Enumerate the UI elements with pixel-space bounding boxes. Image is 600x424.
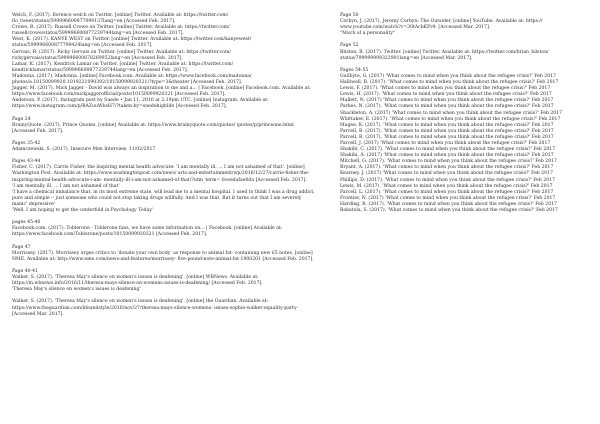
reference-block <box>12 245 318 263</box>
reference-entry: Morrissey. (2017). Morrissey urges critics to 'donate your own body' as response to animal fat- containing new £5 notes. [online] NME. Available at: http://www.nme.com/news-and-features/morrissey- five-pound-note-animal-fat-1900201 [Accessed Feb. 2017]. <box>12 250 314 262</box>
reference-entry: Madonna. (2017). Madonna. [online] Facebook.com. Available at: https://www.facebook.com/madonna/ photos/a.10150099920.1019221090392/10150099920321/?type=3&theater [Accessed Feb. 2017]. <box>12 73 252 86</box>
reference-block <box>12 159 318 214</box>
reference-entry: Walker, S. (2017). 'Theresa May's silence on women's issues is deafening'. [online] WBNews. Available at: https://m.wbnews.info/2016/11/theresa-mays-silence-on-womens-issues-is-deafening/ [Accessed Feb. 2017]. <box>12 275 263 287</box>
reference-entry: Parcell, B. (2017). 'What comes to mind when you think about the refugee crisis?' Feb 2017 <box>340 134 554 140</box>
reference-entry: Phillips, D. (2017). 'What comes to mind when you think about the refugee crisis?' Feb 2017 <box>340 177 555 183</box>
section-heading: Page 47 <box>12 244 31 250</box>
reference-entry: Crowe, R. (2017). Russell Crowe on Twitter. [online] Twitter. Available at: https://twitter.com/ russellcrowe/status/599996600877239744lang=en [Accessed Feb. 2017]. <box>12 25 230 37</box>
reference-block <box>340 13 588 37</box>
reference-entry: Shakibi, C. (2017). 'What comes to mind when you think about the refugee crisis?' Feb 2017 <box>340 147 556 153</box>
reference-entry: Anderson, P. (2017). Instagram post by Suede • Jan 11, 2016 at 2:19pm UTC. [online] Instagram. Available at: https://www.instagram.com/p/BAZuuWbsH7/?taken-by=suedehighlife [Accessed Feb. 2017]. <box>12 98 269 110</box>
reference-block <box>12 299 318 317</box>
reference-block <box>12 141 318 153</box>
reference-entry: Shakibi, A. (2017) 'What comes to mind when you think about the refugee crisis?' Feb 2017 <box>340 153 554 159</box>
reference-entry: Lewis, H. (2017). 'What comes to mind when you think about the refugee crisis?' Feb 2017 <box>340 92 552 98</box>
reference-entry: Bryant, A. (2017). 'What comes to mind when you think about the refugee crisis?' Feb 2017 <box>340 165 554 171</box>
reference-block <box>12 220 318 238</box>
reference-entry: Parcell, B. (2017). 'What comes to mind when you think about the refugee crisis?' Feb 2017 <box>340 128 554 134</box>
reference-entry: 'I am mentally ill. ... I am not ashamed of that' <box>12 183 120 189</box>
reference-block <box>340 43 588 61</box>
reference-entry: Gervais, R. (2017). Ricky Gervais on Twitter. [online] Twitter. Available at: https://twitter.com/ rickygervais/status/599996600878269952lang=en [Accessed Feb. 2017]. <box>12 49 231 61</box>
reference-entry: 'I have a chemical imbalance that, in its most extreme state, will lead me to a mental hospital. I used to think I was a drug addict, pure and simple -- just someone who could not stop taking drugs willfully. And I was that. But it turns out that I am severely manic' depressive' <box>12 189 315 207</box>
reference-entry: Adamczewski, S. (2017). Insecure Men Interview. 11/02/2017 <box>12 147 156 153</box>
reference-entry: Shackleton, A. (2017) 'What comes to mind when you think about the refugee crisis?' Feb 2017 <box>340 110 563 116</box>
reference-entry: Lamar, K. (2017). Kendrick Lamar on Twitter. [online] Twitter. Available at: https://twitter.com/ kendricklamar/status/599996600877239744lang=en [Accessed Feb. 2017]. <box>12 61 234 73</box>
reference-block <box>12 269 318 293</box>
reference-entry: Mallett, N. (2017) 'What comes to mind when you think about the refugee crisis?' Feb 2017 <box>340 98 554 104</box>
reference-entry: "Much of a personality" <box>340 31 396 37</box>
reference-block <box>12 117 318 135</box>
section-heading: pages 45-46 <box>12 220 41 226</box>
reference-entry: Walker, S. (2017). 'Theresa May's silence on women's issues is deafening'. [online] the Guardian. Available at: https://www.theguardian.com/lifeandstyle/2016/nov/27/theresa-mays-silence-womens- issues-sophie-walker-equality-party- [Accessed Mar. 2017]. <box>12 299 299 317</box>
left-column <box>12 13 318 324</box>
reference-entry: Harding, R. (2017). 'What comes to mind when you think about the refugee crisis?' Feb 2017 <box>340 201 557 207</box>
reference-entry: Whittaker, E. (2017). 'What comes to mind when you think about the refugee crisis?' Feb 2017 <box>340 116 561 122</box>
reference-entry: Fisher, C. (2017). Carrie Fisher, the inspiring mental health advocate: 'I am mentally ill. ... I am not ashamed of that'. [online] Washington Post. Available at: https://www.washingtonpost.com/news/ arts-and-entertainment/wp/2016/12/27/carrie-fisher-the-inspiring-mental-health-advocate-i-am- mentally-ill-i-am-not-ashamed-of-that/?utm_term=.0ceedafae0da [Accessed Feb. 2017]. <box>12 165 310 183</box>
section-heading: Pages 35-42 <box>12 140 41 146</box>
reference-entry: Guilbyte, G. (2017) 'What comes to mind when you think about the refugee crisis?' Feb 2017 <box>340 73 556 79</box>
reference-entry: 'Theresa May's silence on women's issues is deafening' <box>12 287 141 293</box>
section-heading: Page 50 <box>340 13 359 18</box>
reference-entry: Facebook.com. (2017). Toblerone - Toblerone fans, we have some information on... | Facebook. [online] Available at: https://www.facebook.com/Toblerone/posts/10150099920321 [Accessed Feb. 2017]. <box>12 226 283 238</box>
right-column <box>340 13 588 220</box>
reference-entry: BrainyQuote. (2017). Prince Quotes. [online] Available at: https://www.brainyquote.com/quotes/ quotes/p/princeone.html [Accessed Feb. 2017]. <box>12 122 294 134</box>
section-heading: Pages 54-55 <box>340 67 369 73</box>
reference-entry: 'Well, I am hoping to get the centerfold in Psychology Today' <box>12 208 154 213</box>
reference-entry: Magee, K. (2017). 'What comes to mind when you think about the refugee crisis?' Feb 2017 <box>340 122 554 128</box>
section-heading: Page 40-41 <box>12 268 38 274</box>
reference-entry: Parcell, J. (2017) 'What comes to mind when you think about the refugee crisis?' Feb 2017 <box>340 140 551 146</box>
reference-entry: Parcell, L. (2017). 'What comes to mind when you think about the refugee crisis?' Feb 2017 <box>340 189 554 195</box>
reference-entry: Lewis, F. (2017). 'What comes to mind when you think about the refugee crisis?' Feb 2017 <box>340 86 551 92</box>
section-heading: Pages 43-44 <box>12 159 41 165</box>
reference-entry: Mitchell, G. (2017). 'What comes to mind when you think about the refugee crisis?' Feb 2017 <box>340 159 557 165</box>
reference-entry: Parkes, N. (2017). 'What comes to mind when you think about the refugee crisis?' Feb 2017 <box>340 104 554 110</box>
reference-entry: Corbyn, J. (2017). Jeremy Corbyn: The Outsider. [online] YouTube. Available at: https:// www.youtube.com/watch?v=30tAcbKFr0- [Accessed Mar. 2017]. <box>340 19 543 31</box>
reference-entry: Kearney, J. (2017) 'What comes to mind when you think about the refugee crisis?' Feb 2017 <box>340 171 553 177</box>
reference-entry: Frontier, N. (2017) 'What comes to mind when you think about the refugee crisis?' Feb 2017 <box>340 195 556 201</box>
reference-block <box>340 68 588 214</box>
reference-entry: Bliston, B. (2017). Twitter. [online] Twitter. Available at: https://twitter.com/brian_bilston/ status/799999999322901lang=en [Accessed Mar. 2017]. <box>340 49 549 61</box>
reference-entry: Halliwell, B. (2017). 'What comes to mind when you think about the refugee crisis?' Feb 2017 <box>340 80 559 86</box>
reference-entry: Babatola, S. (2017). 'What comes to mind when you think about the refugee crisis?' Feb 2017 <box>340 208 558 213</box>
reference-entry: Welch, F. (2017). florence welch on Twitter. [online] Twitter. Available at: https://twitter.com/ flo_tweet/status/599996600877099137lang=en [Accessed Feb. 2017]. <box>12 13 229 25</box>
reference-entry: Lewis, M. (2017). 'What comes to mind when you think about the refugee crisis?' Feb 2017 <box>340 183 553 189</box>
reference-block <box>12 13 318 111</box>
reference-entry: Jagger, M. (2017). Mick Jagger - David was always an inspiration to me and a... | Facebook. [online] Facebook.com. Available at: https://www.facebook.com/mickjaggerofficial/posts/10150099920321 [Accessed Feb. 2017]. <box>12 86 311 98</box>
section-heading: Page 24 <box>12 116 31 122</box>
reference-entry: West, K. (2017). KANYE WEST on Twitter. [online] Twitter. Available at: https://twitter.com/kanyewest/ status/599996600877799424lang=en [Accessed Feb. 2017]. <box>12 37 252 49</box>
section-heading: Page 52 <box>340 43 359 49</box>
